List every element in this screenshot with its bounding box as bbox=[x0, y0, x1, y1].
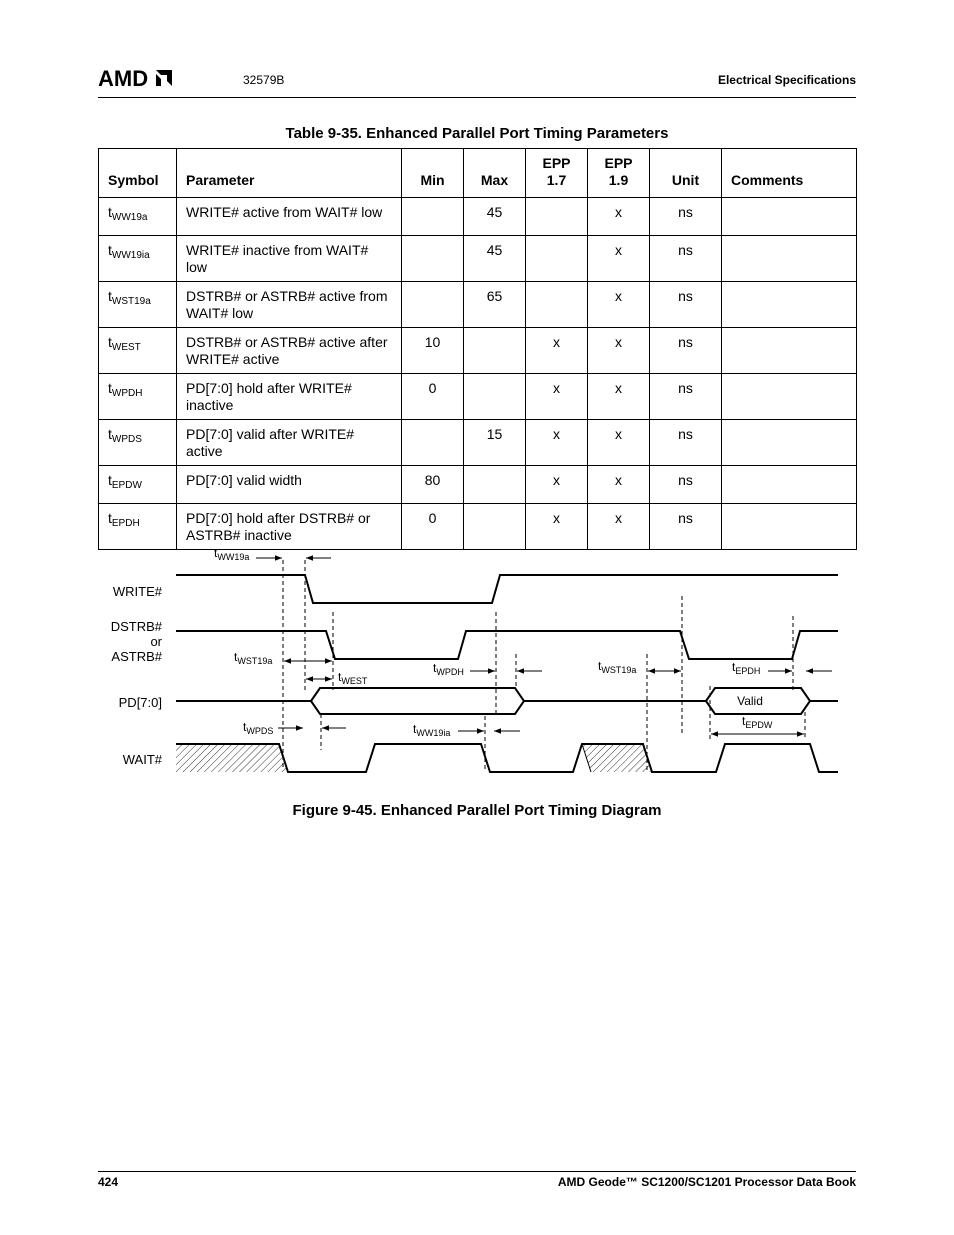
cell-parameter: WRITE# active from WAIT# low bbox=[177, 198, 402, 236]
cell-comments bbox=[722, 466, 857, 504]
cell-symbol bbox=[99, 236, 177, 282]
label-tepdh: $t_{EPDH}$ bbox=[732, 660, 761, 676]
write-waveform bbox=[176, 575, 838, 603]
signal-label-astrb: ASTRB# bbox=[111, 649, 162, 664]
cell-min: 10 bbox=[402, 328, 464, 374]
table-row bbox=[99, 198, 857, 236]
label-twst19a-1: $t_{WST19a}$ bbox=[234, 650, 273, 666]
label-twest: $t_{WEST}$ bbox=[338, 670, 368, 686]
cell-parameter: PD[7:0] valid after WRITE# active bbox=[177, 420, 402, 466]
cell-epp17: x bbox=[526, 374, 588, 420]
cell-min: 80 bbox=[402, 466, 464, 504]
cell-epp19: x bbox=[588, 466, 650, 504]
symbol-base: t bbox=[108, 204, 112, 220]
cell-epp17 bbox=[526, 282, 588, 328]
cell-symbol bbox=[99, 420, 177, 466]
wait-waveform bbox=[176, 744, 838, 772]
label-tepdw: $t_{EPDW}$ bbox=[742, 714, 773, 730]
book-title: AMD Geode™ SC1200/SC1201 Processor Data Book bbox=[557, 1175, 856, 1189]
table-title: Table 9-35. Enhanced Parallel Port Timing Parameters bbox=[285, 125, 669, 142]
col-header: Max bbox=[464, 149, 526, 198]
signal-label-wait: WAIT# bbox=[122, 752, 162, 767]
cell-epp19: x bbox=[588, 328, 650, 374]
cell-comments bbox=[722, 328, 857, 374]
pd-valid-label: Valid bbox=[737, 694, 763, 708]
cell-comments bbox=[722, 374, 857, 420]
page-number: 424 bbox=[98, 1175, 119, 1189]
cell-epp17: x bbox=[526, 328, 588, 374]
cell-min: 0 bbox=[402, 504, 464, 550]
cell-min bbox=[402, 282, 464, 328]
amd-logo bbox=[98, 68, 174, 93]
cell-unit: ns bbox=[650, 374, 722, 420]
symbol-subscript: WPDH bbox=[111, 388, 143, 399]
cell-symbol bbox=[99, 198, 177, 236]
label-twst19a-2: $t_{WST19a}$ bbox=[598, 659, 637, 675]
symbol-subscript: WPDS bbox=[111, 434, 142, 445]
col-header: Comments bbox=[722, 149, 857, 198]
symbol-base: t bbox=[108, 472, 112, 488]
cell-max: 65 bbox=[464, 282, 526, 328]
table-row bbox=[99, 328, 857, 374]
signal-label-write: WRITE# bbox=[112, 584, 162, 599]
cell-max bbox=[464, 374, 526, 420]
symbol-subscript: EPDH bbox=[111, 518, 140, 529]
symbol-base: t bbox=[108, 510, 112, 526]
symbol-base: t bbox=[108, 426, 112, 442]
cell-comments bbox=[722, 236, 857, 282]
label-tww19a: $t_{WW19a}$ bbox=[214, 546, 250, 562]
header-rule bbox=[98, 97, 856, 98]
cell-max bbox=[464, 466, 526, 504]
cell-epp19: x bbox=[588, 374, 650, 420]
cell-unit: ns bbox=[650, 504, 722, 550]
cell-max: 45 bbox=[464, 236, 526, 282]
signal-label-dstrb: DSTRB# bbox=[110, 619, 162, 634]
cell-symbol bbox=[99, 328, 177, 374]
cell-min bbox=[402, 420, 464, 466]
cell-symbol bbox=[99, 466, 177, 504]
table-row bbox=[99, 282, 857, 328]
cell-min bbox=[402, 236, 464, 282]
cell-epp19: x bbox=[588, 198, 650, 236]
symbol-base: t bbox=[108, 242, 112, 258]
col-header: Unit bbox=[650, 149, 722, 198]
symbol-subscript: EPDW bbox=[111, 480, 142, 491]
cell-max: 45 bbox=[464, 198, 526, 236]
signal-label-or: or bbox=[150, 634, 162, 649]
cell-epp17 bbox=[526, 198, 588, 236]
symbol-subscript: WW19a bbox=[111, 212, 148, 223]
label-twpdh: $t_{WPDH}$ bbox=[433, 661, 464, 677]
symbol-subscript: WST19a bbox=[111, 296, 151, 307]
cell-max bbox=[464, 328, 526, 374]
cell-epp19: x bbox=[588, 236, 650, 282]
doc-number: 32579B bbox=[243, 73, 285, 87]
col-header: Min bbox=[402, 149, 464, 198]
col-header: Symbol bbox=[99, 149, 177, 198]
timing-parameters-table bbox=[98, 148, 857, 550]
amd-logo-icon bbox=[98, 68, 174, 88]
section-title: Electrical Specifications bbox=[717, 73, 856, 87]
label-tww19ia: $t_{WW19ia}$ bbox=[413, 722, 451, 738]
cell-min: 0 bbox=[402, 374, 464, 420]
cell-parameter: DSTRB# or ASTRB# active after WRITE# active bbox=[177, 328, 402, 374]
cell-unit: ns bbox=[650, 420, 722, 466]
col-header: EPP 1.9 bbox=[588, 149, 650, 198]
cell-epp17: x bbox=[526, 466, 588, 504]
cell-symbol bbox=[99, 282, 177, 328]
cell-parameter: DSTRB# or ASTRB# active from WAIT# low bbox=[177, 282, 402, 328]
cell-epp19: x bbox=[588, 504, 650, 550]
table-row bbox=[99, 466, 857, 504]
cell-unit: ns bbox=[650, 466, 722, 504]
cell-comments bbox=[722, 420, 857, 466]
figure-caption: Figure 9-45. Enhanced Parallel Port Timing Diagram bbox=[292, 802, 662, 819]
signal-label-pd: PD[7:0] bbox=[118, 695, 162, 710]
col-header: Parameter bbox=[177, 149, 402, 198]
cell-epp17 bbox=[526, 236, 588, 282]
logo-text: AMD bbox=[98, 68, 149, 88]
cell-unit: ns bbox=[650, 328, 722, 374]
footer-rule bbox=[98, 1171, 856, 1172]
cell-parameter: PD[7:0] hold after DSTRB# or ASTRB# inactive bbox=[177, 504, 402, 550]
table-row bbox=[99, 236, 857, 282]
symbol-base: t bbox=[108, 288, 112, 304]
cell-epp17: x bbox=[526, 420, 588, 466]
cell-epp19: x bbox=[588, 420, 650, 466]
cell-comments bbox=[722, 282, 857, 328]
cell-parameter: PD[7:0] hold after WRITE# inactive bbox=[177, 374, 402, 420]
col-header: EPP 1.7 bbox=[526, 149, 588, 198]
label-twpds: $t_{WPDS}$ bbox=[243, 720, 274, 736]
cell-parameter: WRITE# inactive from WAIT# low bbox=[177, 236, 402, 282]
reference-lines bbox=[283, 560, 805, 770]
dstrb-waveform bbox=[176, 631, 838, 659]
symbol-subscript: WW19ia bbox=[111, 250, 150, 261]
cell-max: 15 bbox=[464, 420, 526, 466]
table-header-row bbox=[99, 149, 857, 198]
cell-unit: ns bbox=[650, 282, 722, 328]
cell-min bbox=[402, 198, 464, 236]
cell-parameter: PD[7:0] valid width bbox=[177, 466, 402, 504]
timing-diagram bbox=[0, 540, 954, 800]
symbol-subscript: WEST bbox=[111, 342, 141, 353]
cell-symbol bbox=[99, 374, 177, 420]
symbol-base: t bbox=[108, 334, 112, 350]
table-row bbox=[99, 374, 857, 420]
cell-unit: ns bbox=[650, 198, 722, 236]
cell-epp19: x bbox=[588, 282, 650, 328]
cell-epp17: x bbox=[526, 504, 588, 550]
symbol-base: t bbox=[108, 380, 112, 396]
table-row bbox=[99, 420, 857, 466]
cell-comments bbox=[722, 198, 857, 236]
cell-unit: ns bbox=[650, 236, 722, 282]
